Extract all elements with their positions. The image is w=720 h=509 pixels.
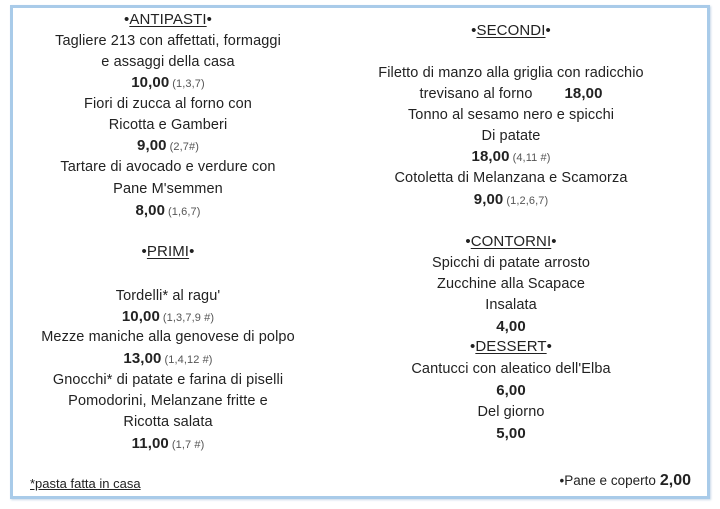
bullet: • — [470, 338, 476, 355]
dish-description: Di patate — [481, 128, 541, 144]
dish-description: Tordelli* al ragu' — [115, 288, 221, 304]
bullet: • — [471, 22, 477, 39]
dish-description: Gnocchi* di patate e farina di piselli — [52, 372, 284, 388]
dish-price-line — [13, 434, 323, 455]
section-heading — [13, 242, 323, 262]
dish-price: 9,00 — [137, 137, 167, 154]
dish-price-line — [353, 317, 669, 337]
section-title: PRIMI — [146, 243, 190, 260]
bullet: • — [189, 243, 195, 260]
allergen-codes: (1,6,7) — [168, 206, 201, 218]
section-title: DESSERT — [475, 338, 547, 355]
dish-description: Spicchi di patate arrosto — [431, 255, 591, 271]
dish-price-line — [13, 307, 323, 328]
dish-description: Mezze maniche alla genovese di polpo — [41, 329, 295, 345]
dish-price-line — [13, 136, 323, 157]
dish-price-line — [13, 349, 323, 370]
dish-description: Cotoletta di Melanzana e Scamorza — [394, 170, 628, 186]
dish-price-line — [353, 147, 669, 168]
dish-price-line — [13, 73, 323, 94]
dish-price-line — [13, 201, 323, 222]
cover-charge-price: 2,00 — [659, 472, 691, 489]
dish-price-line — [353, 190, 669, 211]
dish-price: 10,00 — [131, 74, 170, 91]
bullet: • — [123, 11, 130, 28]
dish-price: 10,00 — [121, 308, 160, 325]
allergen-codes: (1,4,12 #) — [164, 354, 213, 366]
allergen-codes: (1,2,6,7) — [506, 195, 549, 207]
dish-description: Pane M'semmen — [113, 181, 223, 197]
allergen-codes: (2,7#) — [169, 141, 199, 153]
dish-price: 9,00 — [473, 191, 504, 208]
bullet: • — [465, 233, 471, 250]
dish-description: Tagliere 213 con affettati, formaggi — [55, 33, 281, 49]
dish-price: 18,00 — [564, 85, 603, 102]
bullet: • — [551, 233, 557, 250]
dish-price: 5,00 — [496, 425, 526, 442]
dish-description: Ricotta e Gamberi — [108, 117, 228, 133]
dish-description: Tartare di avocado e verdure con — [60, 159, 276, 175]
bullet: • — [141, 243, 147, 260]
dish-description: Cantucci con aleatico dell'Elba — [411, 361, 611, 377]
allergen-codes: (4,11 #) — [512, 152, 551, 164]
dish-price: 13,00 — [123, 350, 162, 367]
dish-price-line — [353, 424, 669, 444]
dish-description: Ricotta salata — [123, 414, 213, 430]
dish-description: Tonno al sesamo nero e spicchi — [407, 107, 615, 123]
dish-price: 4,00 — [496, 318, 526, 335]
bullet: • — [546, 338, 552, 355]
dish-description: Pomodorini, Melanzane fritte e — [68, 393, 268, 409]
section-title: SECONDI — [476, 22, 546, 39]
dish-price-line — [353, 381, 669, 401]
menu-frame — [10, 5, 710, 499]
section-title: CONTORNI — [470, 233, 552, 250]
dish-description-with-price — [353, 84, 669, 104]
section-title: ANTIPASTI — [129, 11, 207, 28]
dish-price: 6,00 — [496, 382, 526, 399]
dish-price: 11,00 — [131, 435, 169, 452]
bullet: • — [545, 22, 551, 39]
dish-description: Zucchine alla Scapace — [437, 276, 585, 292]
bullet: • — [206, 11, 213, 28]
dish-price: 8,00 — [135, 202, 166, 219]
dish-description: e assaggi della casa — [101, 54, 235, 70]
dish-description: Del giorno — [477, 404, 545, 420]
section-heading — [353, 232, 669, 252]
cover-charge — [560, 472, 691, 490]
allergen-codes: (1,3,7) — [172, 78, 205, 90]
footnote-homemade-pasta: *pasta fatta in casa — [30, 476, 141, 491]
section-heading — [353, 21, 669, 41]
cover-charge-label: Pane e coperto — [564, 473, 656, 488]
section-heading — [13, 10, 323, 30]
section-heading — [353, 337, 669, 357]
dish-description: Fiori di zucca al forno con — [84, 96, 252, 112]
dish-description: Insalata — [485, 297, 537, 313]
dish-description: Filetto di manzo alla griglia con radicchio — [378, 65, 644, 81]
dish-description: trevisano al forno — [419, 86, 533, 102]
bullet: • — [559, 473, 565, 488]
dish-price: 18,00 — [471, 148, 510, 165]
allergen-codes: (1,3,7,9 #) — [162, 312, 215, 324]
allergen-codes: (1,7 #) — [171, 439, 205, 451]
